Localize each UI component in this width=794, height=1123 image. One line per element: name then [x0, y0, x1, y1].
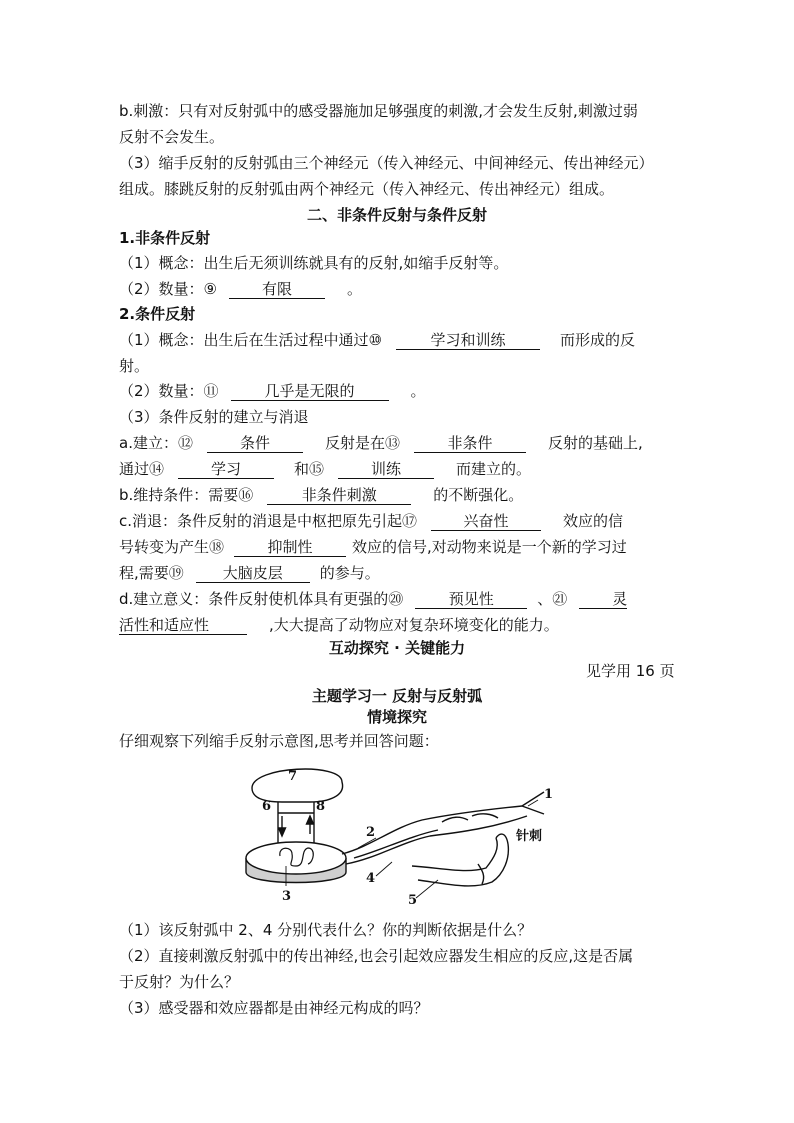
- suffix: 。: [410, 382, 426, 400]
- question-2-cont: 于反射？为什么？: [119, 973, 240, 991]
- suffix: 效应的信号,对动物来说是一个新的学习过: [352, 538, 627, 556]
- answer-blank: 抑制性: [234, 538, 346, 557]
- mid: 和⑮: [294, 460, 325, 478]
- fill-line: [119, 433, 643, 453]
- page-reference: 见学用 16 页: [586, 662, 675, 680]
- answer-blank: 预见性: [415, 590, 527, 609]
- suffix: 。: [347, 280, 363, 298]
- answer-blank: 训练: [338, 460, 434, 479]
- fill-line: [119, 485, 523, 505]
- question-2: （2）直接刺激反射弧中的传出神经,也会引起效应器发生相应的反应,这是否属: [119, 947, 634, 965]
- diagram-label-6: 6: [262, 799, 272, 814]
- text-line: 反射不会发生。: [119, 128, 225, 146]
- reflex-arc-diagram: [242, 758, 562, 910]
- question-1: （1）该反射弧中 2、4 分别代表什么？你的判断依据是什么？: [119, 921, 533, 939]
- answer-blank: 兴奋性: [431, 512, 541, 531]
- prefix: （2）数量：⑪: [119, 382, 219, 400]
- answer-blank: 非条件刺激: [267, 486, 411, 505]
- text-line: （3）缩手反射的反射弧由三个神经元（传入神经元、中间神经元、传出神经元）: [119, 154, 654, 172]
- text-line: 组成。膝跳反射的反射弧由两个神经元（传入神经元、传出神经元）组成。: [119, 180, 615, 198]
- answer-blank: 有限: [229, 280, 325, 299]
- question-3: （3）感受器和效应器都是由神经元构成的吗？: [119, 999, 429, 1017]
- prefix: d.建立意义：条件反射使机体具有更强的⑳: [119, 590, 404, 608]
- fill-line: [119, 615, 559, 635]
- heading-conditioned: 2.条件反射: [119, 305, 196, 323]
- fill-line: [119, 589, 627, 609]
- fill-line: [119, 511, 623, 531]
- suffix: 而建立的。: [456, 460, 532, 478]
- prefix: b.维持条件：需要⑯: [119, 486, 254, 504]
- text-line: 射。: [119, 357, 150, 375]
- text-line: b.刺激：只有对反射弧中的感受器施加足够强度的刺激,才会发生反射,刺激过弱: [119, 102, 638, 120]
- section-title: 二、非条件反射与条件反射: [306, 206, 487, 224]
- mid: 反射是在⑬: [324, 434, 400, 452]
- diagram-label-3: 3: [282, 889, 292, 904]
- answer-blank: 学习: [178, 460, 274, 479]
- fill-line: [119, 563, 380, 583]
- fill-line: [119, 537, 627, 557]
- heading-unconditioned: 1.非条件反射: [119, 229, 211, 247]
- suffix: 而形成的反: [560, 331, 636, 349]
- diagram-label-7: 7: [288, 769, 298, 784]
- intro-text: 仔细观察下列缩手反射示意图,思考并回答问题：: [119, 732, 439, 750]
- prefix: a.建立：⑫: [119, 434, 193, 452]
- answer-blank: 条件: [207, 434, 303, 453]
- prefix: （2）数量：⑨: [119, 280, 217, 298]
- needle-label: 针刺: [516, 829, 543, 844]
- diagram-label-1: 1: [544, 787, 554, 802]
- text-line: （1）概念：出生后无须训练就具有的反射,如缩手反射等。: [119, 254, 509, 272]
- fill-line: [119, 279, 362, 299]
- prefix: c.消退：条件反射的消退是中枢把原先引起⑰: [119, 512, 418, 530]
- text-line: （3）条件反射的建立与消退: [119, 408, 309, 426]
- suffix: 的不断强化。: [433, 486, 524, 504]
- situation-title: 情境探究: [366, 708, 427, 726]
- diagram-label-8: 8: [316, 799, 326, 814]
- answer-blank: 非条件: [414, 434, 526, 453]
- diagram-label-2: 2: [366, 825, 376, 840]
- suffix: 效应的信: [563, 512, 624, 530]
- topic-title: 主题学习一 反射与反射弧: [311, 687, 483, 705]
- answer-blank: 灵: [579, 590, 627, 609]
- diagram-label-4: 4: [366, 871, 376, 886]
- diagram-label-5: 5: [408, 893, 418, 908]
- prefix: （1）概念：出生后在生活过程中通过⑩: [119, 331, 382, 349]
- answer-blank: 几乎是无限的: [231, 382, 389, 401]
- answer-blank: 活性和适应性: [119, 616, 247, 635]
- prefix: 程,需要⑲: [119, 564, 184, 582]
- answer-blank: 大脑皮层: [196, 564, 310, 583]
- suffix: 的参与。: [319, 564, 380, 582]
- mid: 、㉑: [537, 590, 568, 608]
- suffix: ,大大提高了动物应对复杂环境变化的能力。: [269, 616, 559, 634]
- fill-line: [119, 459, 531, 479]
- fill-line: [119, 330, 635, 350]
- prefix: 号转变为产生⑱: [119, 538, 225, 556]
- section-title: 互动探究 · 关键能力: [328, 639, 466, 657]
- prefix: 通过⑭: [119, 460, 165, 478]
- answer-blank: 学习和训练: [396, 331, 540, 350]
- fill-line: [119, 381, 426, 401]
- suffix: 反射的基础上,: [547, 434, 643, 452]
